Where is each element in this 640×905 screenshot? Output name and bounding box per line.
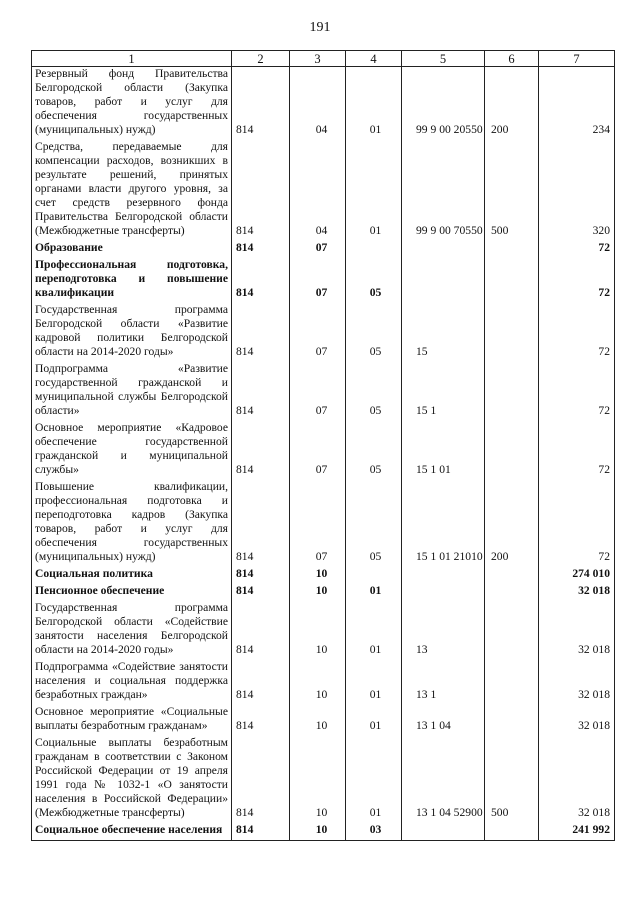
row-target-article-cell — [402, 567, 485, 584]
row-expense-type-cell — [485, 705, 539, 736]
table-row — [32, 140, 615, 241]
row-section-cell: 10 — [290, 823, 346, 841]
row-subsection-cell: 01 — [346, 601, 402, 660]
table-body — [32, 67, 615, 841]
row-name-cell: Подпрограмма «Содействие занятости населения и социальная поддержка безработных граждан» — [32, 660, 232, 705]
header-cell: 5 — [402, 51, 485, 67]
row-glava-cell: 814 — [232, 823, 290, 841]
header-cell: 2 — [232, 51, 290, 67]
row-target-article-cell: 15 — [402, 303, 485, 362]
row-subsection-cell: 05 — [346, 362, 402, 421]
table-row — [32, 584, 615, 601]
page-number: 191 — [309, 20, 331, 35]
table-row — [32, 705, 615, 736]
row-amount-cell: 72 — [539, 303, 615, 362]
row-name-cell: Государственная программа Белгородской области «Содействие занятости населения Белгородской области на 2014-2020 годы» — [32, 601, 232, 660]
row-section-cell: 07 — [290, 258, 346, 303]
row-name-cell: Пенсионное обеспечение — [32, 584, 232, 601]
row-subsection-cell: 01 — [346, 584, 402, 601]
row-section-cell: 10 — [290, 705, 346, 736]
row-expense-type-cell — [485, 303, 539, 362]
row-glava-cell: 814 — [232, 241, 290, 258]
row-section-cell: 10 — [290, 584, 346, 601]
row-target-article-cell — [402, 241, 485, 258]
row-section-cell: 07 — [290, 421, 346, 480]
row-name-cell: Основное мероприятие «Кадровое обеспечение государственной гражданской и муниципальной службы» — [32, 421, 232, 480]
row-name-cell: Профессиональная подготовка, переподготовка и повышение квалификации — [32, 258, 232, 303]
header-cell: 3 — [290, 51, 346, 67]
row-subsection-cell: 05 — [346, 421, 402, 480]
row-amount-cell: 72 — [539, 480, 615, 567]
row-name-cell: Социальное обеспечение населения — [32, 823, 232, 841]
row-target-article-cell: 15 1 01 — [402, 421, 485, 480]
row-target-article-cell — [402, 258, 485, 303]
row-expense-type-cell — [485, 258, 539, 303]
table-row — [32, 67, 615, 141]
row-subsection-cell: 03 — [346, 823, 402, 841]
row-target-article-cell: 15 1 01 21010 — [402, 480, 485, 567]
row-amount-cell: 72 — [539, 421, 615, 480]
header-cell: 6 — [485, 51, 539, 67]
row-target-article-cell: 99 9 00 20550 — [402, 67, 485, 141]
table-row — [32, 362, 615, 421]
header-cell: 7 — [539, 51, 615, 67]
row-subsection-cell: 05 — [346, 258, 402, 303]
row-section-cell: 10 — [290, 567, 346, 584]
row-expense-type-cell — [485, 823, 539, 841]
row-amount-cell: 32 018 — [539, 705, 615, 736]
row-section-cell: 10 — [290, 660, 346, 705]
row-name-cell: Средства, передаваемые для компенсации расходов, возникших в результате решений, принятых органами власти другого уровня, за счет средств резервного фонда Правительства Белгородской области (Межбюджетные трансферты) — [32, 140, 232, 241]
table-row — [32, 480, 615, 567]
table-row — [32, 303, 615, 362]
row-section-cell: 07 — [290, 362, 346, 421]
row-amount-cell: 72 — [539, 258, 615, 303]
row-amount-cell: 72 — [539, 362, 615, 421]
row-subsection-cell: 01 — [346, 140, 402, 241]
row-target-article-cell: 13 — [402, 601, 485, 660]
row-subsection-cell: 01 — [346, 736, 402, 823]
row-target-article-cell: 15 1 — [402, 362, 485, 421]
row-expense-type-cell — [485, 362, 539, 421]
row-expense-type-cell — [485, 567, 539, 584]
row-section-cell: 04 — [290, 67, 346, 141]
row-expense-type-cell — [485, 660, 539, 705]
row-name-cell: Основное мероприятие «Социальные выплаты безработным гражданам» — [32, 705, 232, 736]
row-glava-cell: 814 — [232, 480, 290, 567]
row-amount-cell: 234 — [539, 67, 615, 141]
row-amount-cell: 274 010 — [539, 567, 615, 584]
row-glava-cell: 814 — [232, 705, 290, 736]
row-amount-cell: 32 018 — [539, 660, 615, 705]
row-expense-type-cell: 500 — [485, 140, 539, 241]
row-section-cell: 04 — [290, 140, 346, 241]
row-name-cell: Повышение квалификации, профессиональная подготовка и переподготовка кадров (Закупка товаров, работ и услуг для обеспечения государственных (муниципальных) нужд) — [32, 480, 232, 567]
table-row — [32, 736, 615, 823]
row-expense-type-cell — [485, 241, 539, 258]
row-glava-cell: 814 — [232, 736, 290, 823]
row-name-cell: Социальные выплаты безработным гражданам в соответствии с Законом Российской Федерации от 19 апреля 1991 года № 1032-1 «О занятости населения в Российской Федерации» (Межбюджетные трансферты) — [32, 736, 232, 823]
row-expense-type-cell — [485, 421, 539, 480]
row-subsection-cell — [346, 567, 402, 584]
row-expense-type-cell: 500 — [485, 736, 539, 823]
row-name-cell: Образование — [32, 241, 232, 258]
row-section-cell: 10 — [290, 736, 346, 823]
row-subsection-cell — [346, 241, 402, 258]
row-section-cell: 07 — [290, 480, 346, 567]
table-row — [32, 241, 615, 258]
row-subsection-cell: 05 — [346, 303, 402, 362]
row-target-article-cell: 13 1 04 52900 — [402, 736, 485, 823]
row-target-article-cell: 99 9 00 70550 — [402, 140, 485, 241]
header-cell: 4 — [346, 51, 402, 67]
row-glava-cell: 814 — [232, 601, 290, 660]
row-expense-type-cell: 200 — [485, 67, 539, 141]
row-glava-cell: 814 — [232, 567, 290, 584]
row-amount-cell: 32 018 — [539, 584, 615, 601]
row-amount-cell: 72 — [539, 241, 615, 258]
row-glava-cell: 814 — [232, 660, 290, 705]
table-row — [32, 567, 615, 584]
row-amount-cell: 320 — [539, 140, 615, 241]
row-subsection-cell: 01 — [346, 660, 402, 705]
row-subsection-cell: 01 — [346, 67, 402, 141]
row-expense-type-cell — [485, 584, 539, 601]
table-row — [32, 601, 615, 660]
row-glava-cell: 814 — [232, 362, 290, 421]
table-row — [32, 421, 615, 480]
row-target-article-cell: 13 1 04 — [402, 705, 485, 736]
row-section-cell: 10 — [290, 601, 346, 660]
table-row — [32, 660, 615, 705]
row-target-article-cell — [402, 823, 485, 841]
row-expense-type-cell — [485, 601, 539, 660]
header-row — [32, 51, 615, 67]
header-cell: 1 — [32, 51, 232, 67]
table-row — [32, 823, 615, 841]
row-name-cell: Резервный фонд Правительства Белгородской области (Закупка товаров, работ и услуг для обеспечения государственных (муниципальных) нужд) — [32, 67, 232, 141]
row-glava-cell: 814 — [232, 303, 290, 362]
row-target-article-cell: 13 1 — [402, 660, 485, 705]
row-subsection-cell: 01 — [346, 705, 402, 736]
row-target-article-cell — [402, 584, 485, 601]
row-section-cell: 07 — [290, 241, 346, 258]
row-expense-type-cell: 200 — [485, 480, 539, 567]
row-amount-cell: 32 018 — [539, 601, 615, 660]
row-glava-cell: 814 — [232, 584, 290, 601]
row-glava-cell: 814 — [232, 258, 290, 303]
row-amount-cell: 241 992 — [539, 823, 615, 841]
row-section-cell: 07 — [290, 303, 346, 362]
row-glava-cell: 814 — [232, 67, 290, 141]
row-glava-cell: 814 — [232, 140, 290, 241]
row-glava-cell: 814 — [232, 421, 290, 480]
budget-table — [31, 50, 615, 841]
row-name-cell: Социальная политика — [32, 567, 232, 584]
row-name-cell: Государственная программа Белгородской области «Развитие кадровой политики Белгородской области на 2014-2020 годы» — [32, 303, 232, 362]
row-amount-cell: 32 018 — [539, 736, 615, 823]
row-name-cell: Подпрограмма «Развитие государственной гражданской и муниципальной службы Белгородской области» — [32, 362, 232, 421]
row-subsection-cell: 05 — [346, 480, 402, 567]
table-row — [32, 258, 615, 303]
